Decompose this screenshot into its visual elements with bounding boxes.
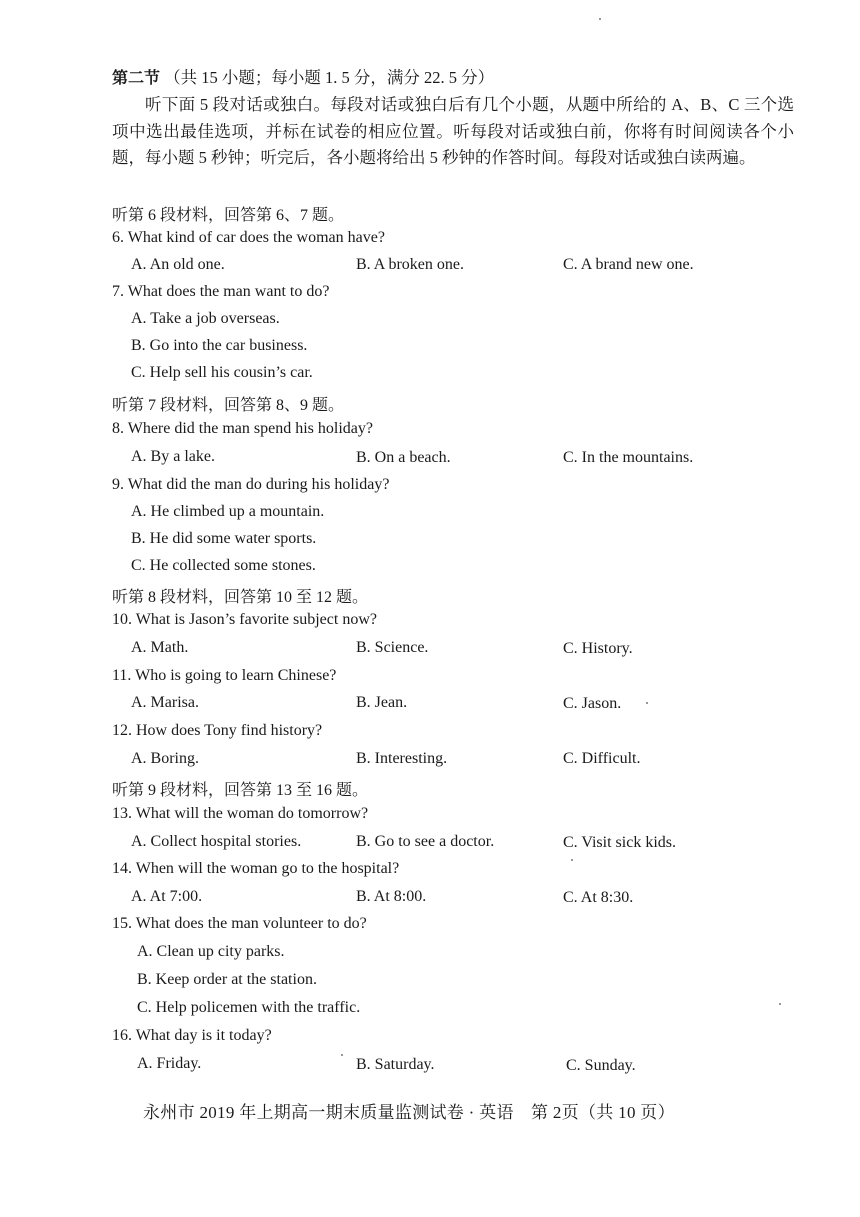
scan-speck	[599, 18, 601, 20]
option-c: C. Jason.	[563, 695, 622, 712]
option-c: C. A brand new one.	[563, 256, 694, 273]
option-a: A. Friday.	[137, 1055, 202, 1072]
page-footer: 永州市 2019 年上期高一期末质量监测试卷 · 英语 第 2页（共 10 页）	[143, 1103, 675, 1122]
option-a: A. At 7:00.	[131, 888, 203, 905]
option-a: A. Take a job overseas.	[131, 310, 280, 327]
section-header	[112, 64, 494, 88]
scan-speck	[571, 859, 573, 861]
option-a: A. Boring.	[131, 750, 199, 767]
section-title: 第二节	[112, 68, 161, 87]
section-note: （共 15 小题；每小题 1. 5 分，满分 22. 5 分）	[164, 68, 495, 87]
option-c: C. Sunday.	[566, 1057, 636, 1074]
option-c: C. Help sell his cousin’s car.	[131, 364, 313, 381]
option-c: C. Help policemen with the traffic.	[137, 999, 361, 1016]
option-b: B. Jean.	[356, 694, 408, 711]
option-a: A. By a lake.	[131, 448, 215, 465]
question-stem: 13. What will the woman do tomorrow?	[112, 805, 369, 822]
option-b: B. A broken one.	[356, 256, 464, 273]
option-b: B. On a beach.	[356, 449, 451, 466]
scan-speck	[646, 702, 648, 704]
option-b: B. Go into the car business.	[131, 337, 308, 354]
option-c: C. History.	[563, 640, 633, 657]
question-stem: 15. What does the man volunteer to do?	[112, 915, 367, 932]
question-stem: 7. What does the man want to do?	[112, 283, 330, 300]
scan-speck	[341, 1054, 343, 1056]
option-b: B. Interesting.	[356, 750, 448, 767]
option-c: C. Difficult.	[563, 750, 641, 767]
option-b: B. Keep order at the station.	[137, 971, 317, 988]
question-stem: 9. What did the man do during his holiday?	[112, 476, 390, 493]
question-stem: 14. When will the woman go to the hospital?	[112, 860, 400, 877]
option-a: A. Math.	[131, 639, 189, 656]
option-b: B. Go to see a doctor.	[356, 833, 495, 850]
option-b: B. He did some water sports.	[131, 530, 317, 547]
group-lead: 听第 9 段材料，回答第 13 至 16 题。	[112, 782, 369, 799]
group-lead: 听第 6 段材料，回答第 6、7 题。	[112, 207, 345, 224]
group-lead: 听第 7 段材料，回答第 8、9 题。	[112, 397, 345, 414]
question-stem: 10. What is Jason’s favorite subject now?	[112, 611, 377, 628]
option-a: A. Marisa.	[131, 694, 199, 711]
option-a: A. He climbed up a mountain.	[131, 503, 325, 520]
option-c: C. He collected some stones.	[131, 557, 316, 574]
option-c: C. In the mountains.	[563, 449, 694, 466]
option-c: C. Visit sick kids.	[563, 834, 676, 851]
option-b: B. At 8:00.	[356, 888, 427, 905]
option-b: B. Saturday.	[356, 1056, 435, 1073]
question-stem: 16. What day is it today?	[112, 1027, 272, 1044]
group-lead: 听第 8 段材料，回答第 10 至 12 题。	[112, 589, 369, 606]
instructions: 听下面 5 段对话或独白。每段对话或独白后有几个小题，从题中所给的 A、B、C 三个选项中选出最佳选项，并标在试卷的相应位置。听每段对话或独白前，你将有时间阅读各个小题，每小题 5 秒钟；听完后，各小题将给出 5 秒钟的作答时间。每段对话或独白读两遍。	[112, 95, 794, 167]
scan-speck	[779, 1003, 781, 1005]
option-a: A. Collect hospital stories.	[131, 833, 302, 850]
question-stem: 11. Who is going to learn Chinese?	[112, 667, 337, 684]
option-a: A. Clean up city parks.	[137, 943, 285, 960]
option-c: C. At 8:30.	[563, 889, 634, 906]
option-a: A. An old one.	[131, 256, 225, 273]
question-stem: 6. What kind of car does the woman have?	[112, 229, 385, 246]
option-b: B. Science.	[356, 639, 429, 656]
question-stem: 12. How does Tony find history?	[112, 722, 323, 739]
question-stem: 8. Where did the man spend his holiday?	[112, 420, 373, 437]
